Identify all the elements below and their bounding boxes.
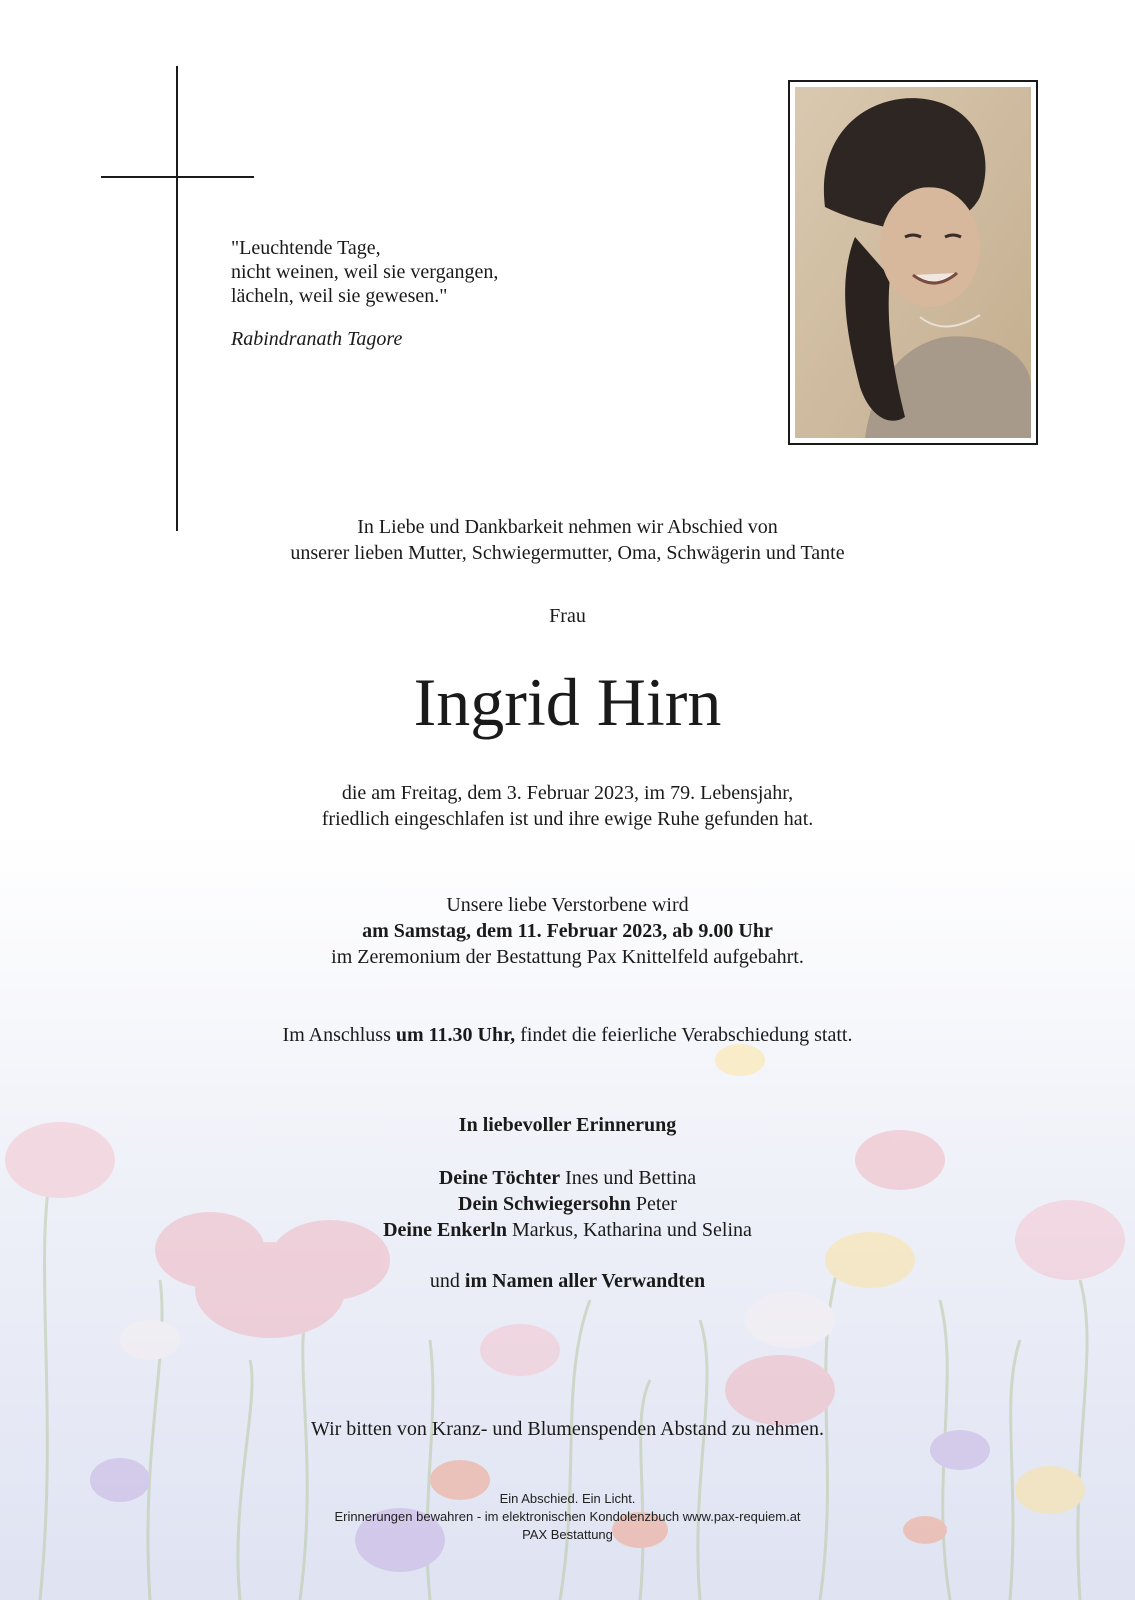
quote-line: "Leuchtende Tage, bbox=[231, 237, 381, 259]
death-line: die am Freitag, dem 3. Februar 2023, im 79. Lebensjahr, bbox=[341, 782, 794, 804]
relatives-bold: im Namen aller Verwandten bbox=[464, 1270, 706, 1292]
footer-line: Ein Abschied. Ein Licht. bbox=[499, 1491, 636, 1506]
family-line bbox=[0, 1165, 1135, 1191]
family-names: Ines und Bettina bbox=[560, 1167, 697, 1189]
donation-request: Wir bitten von Kranz- und Blumenspenden Abstand zu nehmen. bbox=[311, 1418, 824, 1440]
family-list bbox=[0, 1165, 1135, 1243]
farewell-pre: Im Anschluss bbox=[282, 1024, 396, 1046]
family-role: Dein Schwiegersohn bbox=[458, 1193, 631, 1215]
family-names: Peter bbox=[630, 1193, 677, 1215]
family-role: Deine Enkerln bbox=[383, 1219, 507, 1241]
relatives-pre: und bbox=[429, 1270, 465, 1292]
portrait-photo bbox=[795, 87, 1031, 438]
farewell-post: findet die feierliche Verabschiedung statt. bbox=[515, 1024, 853, 1046]
relatives-line bbox=[0, 1268, 1135, 1294]
quote-line: lächeln, weil sie gewesen." bbox=[231, 285, 448, 307]
death-line: friedlich eingeschlafen ist und ihre ewige Ruhe gefunden hat. bbox=[321, 808, 814, 830]
farewell-time: um 11.30 Uhr, bbox=[395, 1024, 516, 1046]
intro-line: In Liebe und Dankbarkeit nehmen wir Abschied von bbox=[357, 516, 778, 538]
family-role: Deine Töchter bbox=[438, 1167, 561, 1189]
intro-text bbox=[0, 514, 1135, 566]
viewing-date bbox=[0, 918, 1135, 944]
viewing-date-bold: am Samstag, dem 11. Februar 2023, ab 9.00 Uhr bbox=[362, 920, 773, 942]
quote-block bbox=[231, 236, 498, 351]
footer bbox=[0, 1490, 1135, 1544]
footer-line: Erinnerungen bewahren - im elektronischen Kondolenzbuch www.pax-requiem.at bbox=[334, 1509, 801, 1524]
intro-line: unserer lieben Mutter, Schwiegermutter, Oma, Schwägerin und Tante bbox=[290, 542, 845, 564]
quote-line: nicht weinen, weil sie vergangen, bbox=[231, 261, 499, 283]
cross-icon-vertical bbox=[176, 66, 178, 531]
viewing-info bbox=[0, 892, 1135, 970]
deceased-name: Ingrid Hirn bbox=[413, 664, 722, 740]
viewing-line: Unsere liebe Verstorbene wird bbox=[446, 894, 689, 916]
portrait-frame bbox=[788, 80, 1038, 445]
quote-author: Rabindranath Tagore bbox=[231, 328, 403, 350]
death-notice bbox=[0, 780, 1135, 832]
family-names: Markus, Katharina und Selina bbox=[506, 1219, 752, 1241]
salutation: Frau bbox=[549, 605, 586, 627]
viewing-place: im Zeremonium der Bestattung Pax Knittelfeld aufgebahrt. bbox=[331, 946, 804, 968]
memory-title bbox=[0, 1112, 1135, 1138]
footer-line: PAX Bestattung bbox=[522, 1527, 613, 1542]
memory-title-text: In liebevoller Erinnerung bbox=[458, 1114, 677, 1136]
family-line bbox=[0, 1217, 1135, 1243]
cross-icon-horizontal bbox=[101, 176, 254, 178]
family-line bbox=[0, 1191, 1135, 1217]
farewell-info bbox=[0, 1022, 1135, 1048]
